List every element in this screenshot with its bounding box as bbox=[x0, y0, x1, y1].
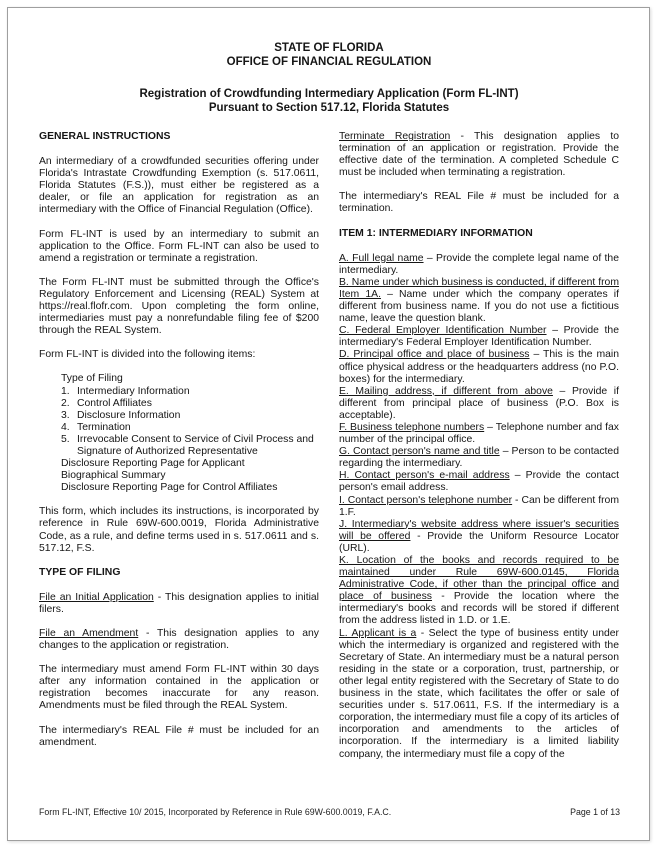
list-item-text: Biographical Summary bbox=[61, 470, 166, 482]
items-intro-paragraph: Form FL-INT is divided into the following items: bbox=[39, 349, 256, 361]
definition-rest: – Provide the complete legal name of the intermediary. bbox=[339, 252, 619, 276]
definition-rest: - Provide the Uniform Resource Locator (URL). bbox=[339, 530, 619, 554]
definition-rest: - Can be different from 1.F. bbox=[339, 494, 619, 518]
list-item bbox=[61, 482, 319, 494]
list-item bbox=[61, 373, 319, 385]
form-title-line1: Registration of Crowdfunding Intermediary Application (Form FL-INT) bbox=[139, 88, 519, 100]
agency-name-line1: STATE OF FLORIDA bbox=[274, 42, 384, 54]
list-item-number: 5. bbox=[61, 433, 70, 445]
definition-rest: - Select the type of business entity under which the intermediary is organized and registered with the Secretary of State. An intermediary must be a natural person residing in the state or a corporation, trust, partnership, or other legal entity registered with the Secretary of State to do business in the state, which facilitates the offer or sale of securities under s. 517.0611, F.S. If the intermediary is a corporation, the intermediary must file a copy of its articles of incorporation and amendments to the articles of incorporation. If the intermediary is a limited liability company, the intermediary must file a copy of the bbox=[339, 627, 619, 760]
incorporated-paragraph: This form, which includes its instructions, is incorporated by reference in Rule 69W-600.0019, Florida Administrative Code, as a rule, and define terms used in s. 517.0611 and s. 517.12, F.S. bbox=[39, 506, 319, 554]
form-use-paragraph: Form FL-INT is used by an intermediary to submit an application to the Office. Form FL-INT can also be used to amend a registration or terminate a registration. bbox=[39, 228, 319, 264]
list-item-text: Intermediary Information bbox=[77, 385, 190, 397]
filing-items-list bbox=[39, 373, 319, 494]
amendment-rest: - This designation applies to any changes to the application or registration. bbox=[39, 628, 319, 652]
type-of-filing-heading: TYPE OF FILING bbox=[39, 566, 121, 578]
footer-page-number: Page 1 of 13 bbox=[570, 807, 620, 817]
list-item-number: 2. bbox=[61, 397, 70, 409]
amend-deadline-paragraph: The intermediary must amend Form FL-INT within 30 days after any information contained in the application or registration becomes inaccurate for any reason. Amendments must be filed through the REAL System. bbox=[39, 664, 319, 712]
initial-application-rest: - This designation applies to initial filers. bbox=[39, 591, 319, 615]
list-item-text: Type of Filing bbox=[61, 373, 123, 385]
definition-lead: E. Mailing address, if different from above bbox=[339, 385, 553, 397]
list-item-text: Termination bbox=[77, 421, 131, 433]
definition-item-j bbox=[339, 519, 619, 555]
definition-item-k bbox=[339, 555, 619, 628]
form-title-line2: Pursuant to Section 517.12, Florida Statutes bbox=[208, 102, 450, 114]
definition-rest: – Telephone number and fax number of the principal office. bbox=[339, 421, 619, 446]
definition-item-d bbox=[339, 349, 619, 385]
definition-lead: L. Applicant is a bbox=[339, 627, 417, 639]
definition-item-g bbox=[339, 446, 619, 470]
real-system-paragraph: The Form FL-INT must be submitted through the Office's Regulatory Enforcement and Licensing (REAL) System at https://real.flofr.com. Upon completing the form online, intermediaries must pay a nonrefundable filing fee of $200 through the REAL System. bbox=[39, 276, 319, 337]
two-column-body bbox=[39, 131, 619, 761]
definition-lead: G. Contact person's name and title bbox=[339, 446, 500, 458]
right-column bbox=[339, 131, 619, 761]
terminate-rest: - This designation applies to termination of an application or registration. Provide the effective date of the termination. A completed Schedule C must be included when terminating a registration. bbox=[339, 131, 619, 179]
page-footer bbox=[39, 807, 620, 818]
initial-application-paragraph bbox=[39, 592, 319, 616]
list-item-text: Disclosure Reporting Page for Applicant bbox=[61, 458, 245, 470]
list-item bbox=[61, 422, 319, 434]
amendment-paragraph bbox=[39, 628, 319, 652]
definition-item-e bbox=[339, 386, 619, 422]
initial-application-lead: File an Initial Application bbox=[39, 591, 154, 603]
definition-rest: – Person to be contacted regarding the intermediary. bbox=[339, 446, 619, 470]
list-item bbox=[61, 458, 319, 470]
agency-name-line2: OFFICE OF FINANCIAL REGULATION bbox=[226, 56, 432, 68]
definition-rest: – This is the main office physical address or the headquarters address (no P.O. boxes) for the intermediary. bbox=[339, 349, 620, 385]
real-file-amendment-paragraph: The intermediary's REAL File # must be included for an amendment. bbox=[39, 724, 319, 748]
definition-item-c bbox=[339, 325, 619, 349]
definition-lead: B. Name under which business is conducted, if different from Item 1A. bbox=[339, 276, 619, 300]
definition-lead: D. Principal office and place of business bbox=[339, 349, 530, 361]
general-instructions-heading: GENERAL INSTRUCTIONS bbox=[39, 131, 171, 142]
list-item-number: 4. bbox=[61, 421, 70, 433]
definition-lead: K. Location of the books and records required to be maintained under Rule 69W-600.0145, Florida Administrative Code, if other than the principal office and place of business bbox=[339, 555, 619, 603]
list-item bbox=[61, 470, 319, 482]
definition-rest: – Provide if different from principal place of business (P.O. Box is acceptable). bbox=[339, 385, 619, 421]
list-item-text: Disclosure Reporting Page for Control Affiliates bbox=[61, 482, 278, 494]
definition-rest: – Provide the intermediary's Federal Employer Identification Number. bbox=[339, 325, 619, 349]
form-title bbox=[39, 87, 619, 115]
definition-item-l bbox=[339, 628, 619, 761]
definition-item-b bbox=[339, 277, 619, 325]
definition-item-h bbox=[339, 470, 619, 494]
list-item bbox=[61, 386, 319, 398]
item1-heading: ITEM 1: INTERMEDIARY INFORMATION bbox=[339, 227, 533, 239]
definition-lead: C. Federal Employer Identification Number bbox=[339, 325, 547, 337]
terminate-paragraph bbox=[339, 131, 619, 179]
document-page bbox=[7, 7, 650, 841]
list-item-text: Irrevocable Consent to Service of Civil Process and Signature of Authorized Representative bbox=[77, 433, 314, 457]
footer-form-reference: Form FL-INT, Effective 10/ 2015, Incorporated by Reference in Rule 69W-600.0019, F.A.C. bbox=[39, 807, 392, 817]
definition-lead: I. Contact person's telephone number bbox=[339, 494, 513, 506]
definition-rest: - Provide the location where the intermediary's books and records will be stored if different from the address listed in 1.D. or 1.E. bbox=[339, 591, 619, 627]
definition-lead: J. Intermediary's website address where issuer's securities will be offered bbox=[339, 518, 619, 542]
definition-lead: F. Business telephone numbers bbox=[339, 421, 485, 433]
amendment-lead: File an Amendment bbox=[39, 628, 139, 639]
item1-definitions bbox=[339, 253, 619, 761]
list-item bbox=[61, 410, 319, 422]
list-item bbox=[61, 398, 319, 410]
list-item-text: Disclosure Information bbox=[77, 409, 181, 421]
left-column bbox=[39, 131, 319, 761]
definition-item-a bbox=[339, 253, 619, 277]
document-header bbox=[39, 41, 619, 115]
terminate-lead: Terminate Registration bbox=[339, 131, 451, 142]
definition-lead: H. Contact person's e-mail address bbox=[339, 470, 510, 482]
list-item-number: 1. bbox=[61, 385, 70, 397]
list-item-number: 3. bbox=[61, 409, 70, 421]
definition-rest: – Name under which the company operates if different from business name. If you do not use a fictitious name, leave the question blank. bbox=[339, 288, 619, 325]
definition-item-f bbox=[339, 422, 619, 446]
list-item-text: Control Affiliates bbox=[77, 397, 152, 409]
definition-lead: A. Full legal name bbox=[339, 252, 424, 264]
list-item bbox=[61, 434, 319, 458]
overview-paragraph: An intermediary of a crowdfunded securities offering under Florida's Intrastate Crowdfunding Exemption (s. 517.0611, Florida Statutes (F.S.)), must either be registered as a dealer, or file an application for registration as an intermediary with the Office of Financial Regulation (Office). bbox=[39, 156, 319, 216]
definition-rest: – Provide the contact person's email address. bbox=[339, 470, 619, 494]
definition-item-i bbox=[339, 495, 619, 519]
real-file-termination-paragraph: The intermediary's REAL File # must be included for a termination. bbox=[339, 191, 619, 215]
